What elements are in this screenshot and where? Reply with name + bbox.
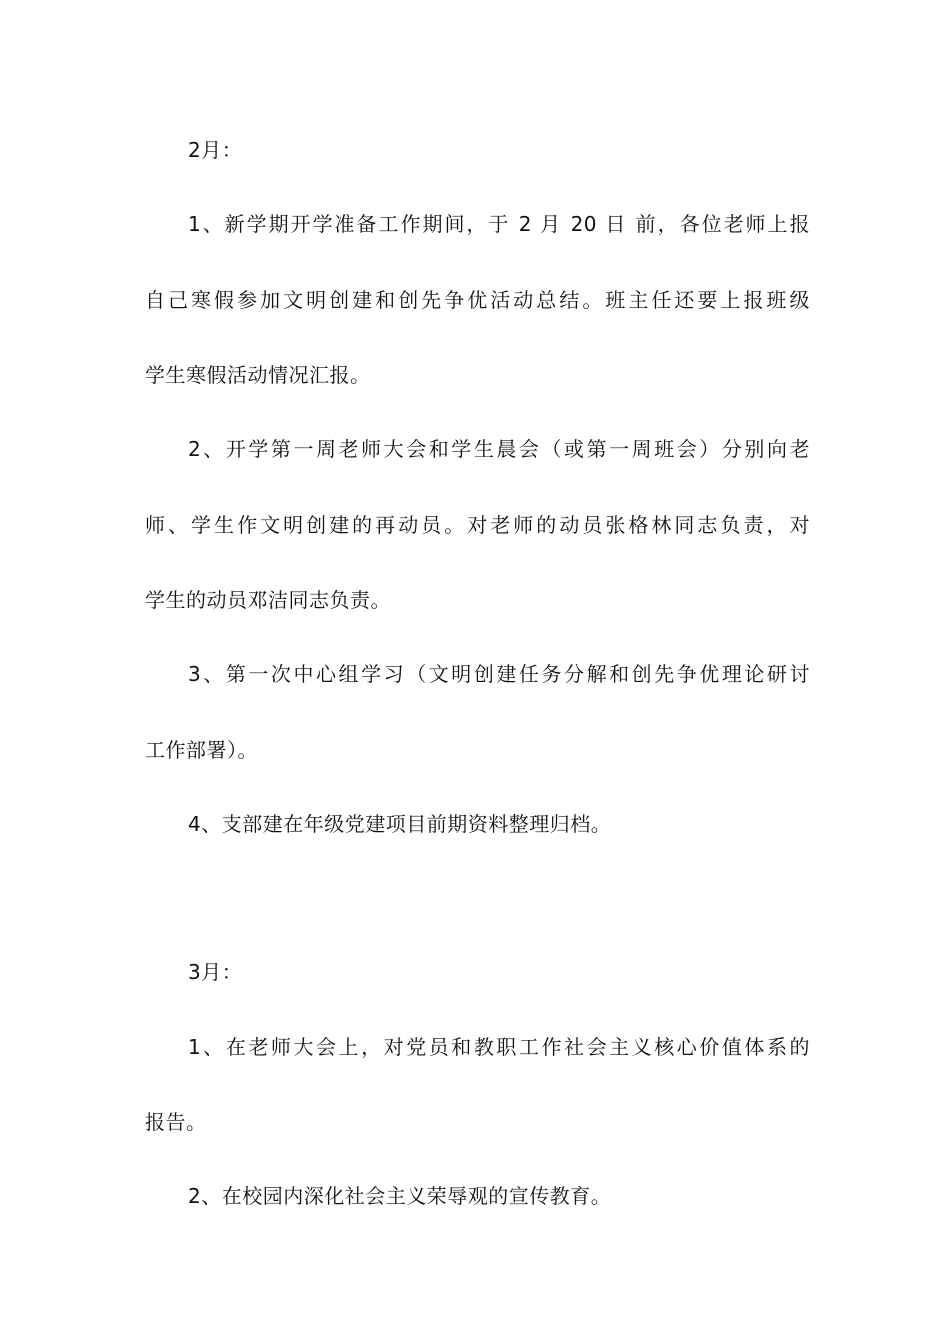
paragraph-line: 报告。 <box>145 1110 207 1134</box>
paragraph-line: 学生的动员邓洁同志负责。 <box>145 588 391 612</box>
paragraph-line: 4、支部建在年级党建项目前期资料整理归档。 <box>188 812 612 836</box>
month-heading-mar: 3月： <box>188 960 243 984</box>
month-heading-feb: 2月： <box>188 138 243 162</box>
paragraph-line: 工作部署）。 <box>145 738 258 762</box>
paragraph-line: 自己寒假参加文明创建和创先争优活动总结。班主任还要上报班级 <box>145 288 810 312</box>
paragraph-line: 3、第一次中心组学习（文明创建任务分解和创先争优理论研讨 <box>188 662 810 686</box>
paragraph-line: 1、新学期开学准备工作期间，于 2 月 20 日 前，各位老师上报 <box>188 212 810 236</box>
paragraph-line: 学生寒假活动情况汇报。 <box>145 363 371 387</box>
paragraph-line: 师、学生作文明创建的再动员。对老师的动员张格林同志负责，对 <box>145 513 810 537</box>
paragraph-line: 2、在校园内深化社会主义荣辱观的宣传教育。 <box>188 1184 612 1208</box>
paragraph-line: 2、开学第一周老师大会和学生晨会（或第一周班会）分别向老 <box>188 437 810 461</box>
paragraph-line: 1、在老师大会上，对党员和教职工作社会主义核心价值体系的 <box>188 1035 810 1059</box>
